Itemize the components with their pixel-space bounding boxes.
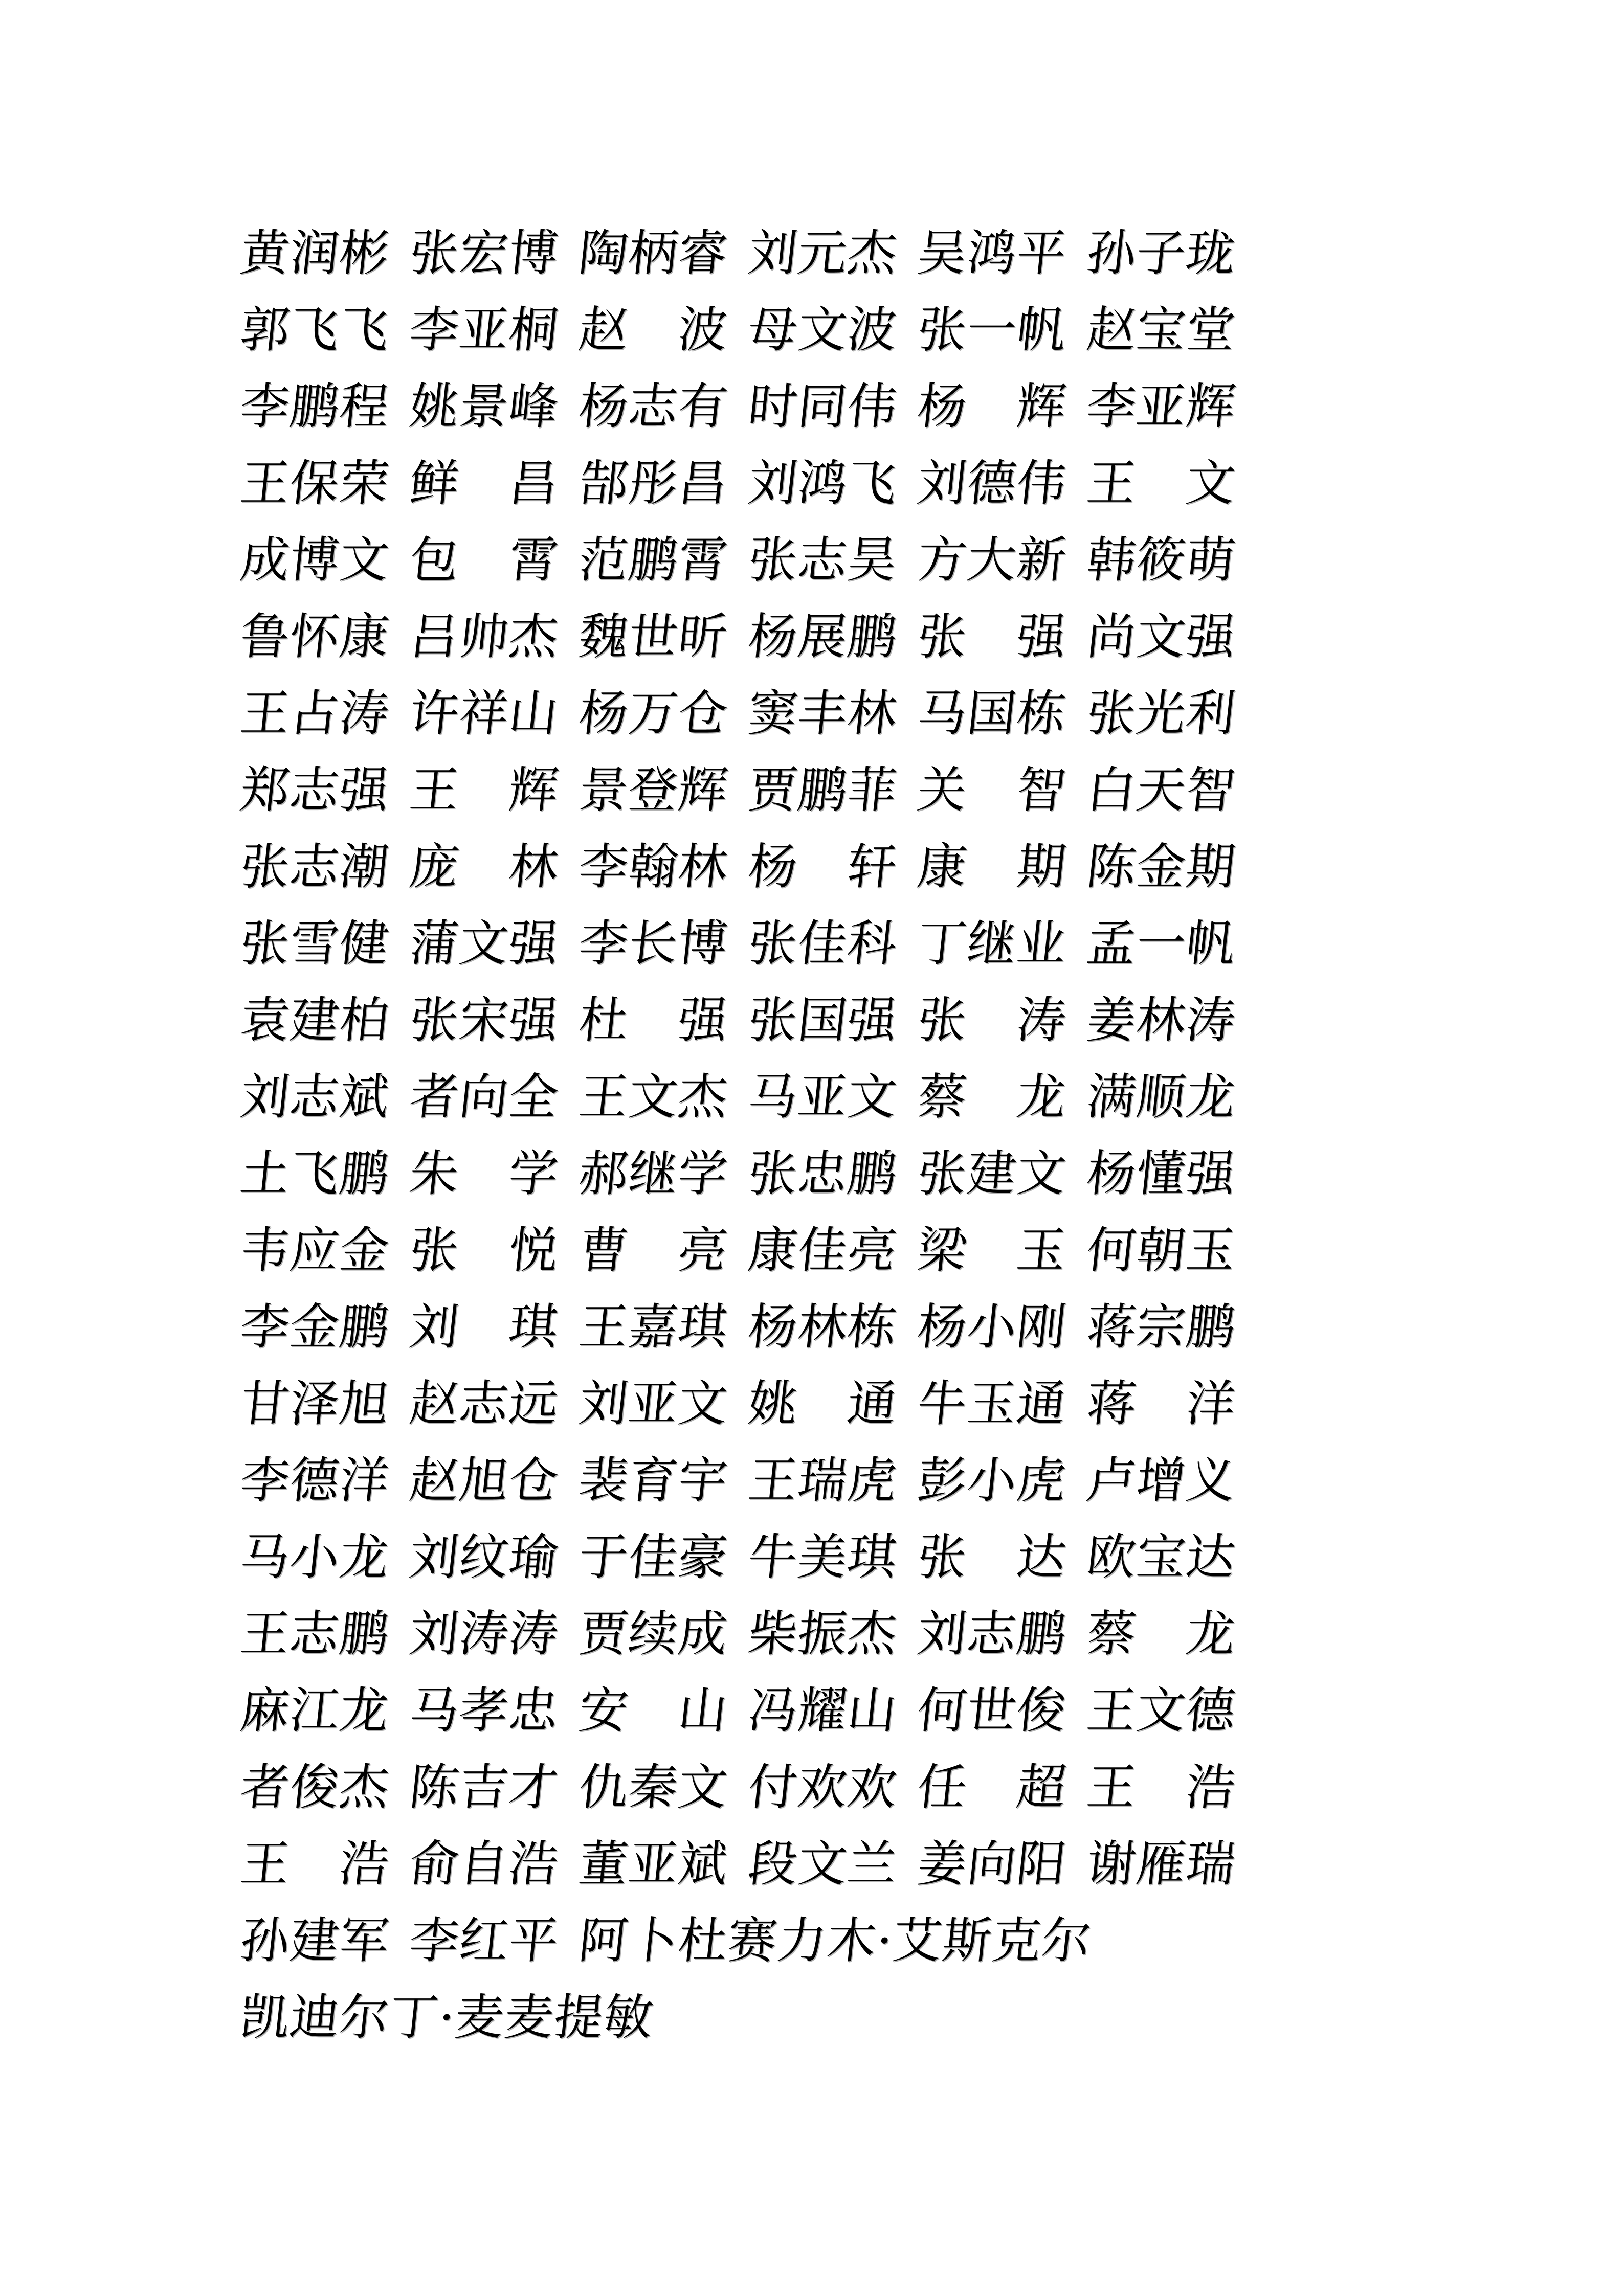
name-cell: 王 浩 [237, 1835, 392, 1893]
name-cell: 朱 学 [407, 1145, 562, 1202]
name-cell: 郜彤昌 [576, 455, 731, 512]
name-row [237, 598, 1563, 675]
name-cell: 王占涛 [237, 685, 392, 742]
name-cell: 王 辉 [407, 761, 562, 819]
name-cell: 刘亚文 [576, 1375, 731, 1432]
name-cell: 刘鸿飞 [745, 455, 900, 512]
name-cell: 成博文 [237, 531, 392, 589]
name-cell: 张宏博 [407, 224, 562, 282]
name-cell: 丁继业 [915, 915, 1070, 972]
name-cell: 杨懂强 [1084, 1145, 1239, 1202]
name-cell: 于佳豪 [576, 1528, 731, 1586]
name-cell: 姚 通 [745, 1375, 900, 1432]
name-cell: 陈吉才 [407, 1759, 562, 1816]
name-row [237, 1902, 1563, 1979]
name-cell: 杨 辉 [915, 378, 1070, 435]
name-cell: 张 达 [915, 1528, 1070, 1586]
name-cell: 付欢欢 [745, 1759, 900, 1816]
name-cell: 卢增义 [1084, 1452, 1239, 1509]
name-cell: 李长博 [576, 915, 731, 972]
name-row [237, 1135, 1563, 1212]
name-cell: 刘涛涛 [407, 1605, 562, 1662]
name-cell: 孙子珑 [1084, 224, 1239, 282]
name-cell: 者向全 [407, 1068, 562, 1126]
name-cell: 刘志斌 [237, 1068, 392, 1126]
name-cell: 李金鹏 [237, 1298, 392, 1356]
name-row [237, 675, 1563, 752]
name-cell: 白天智 [1084, 761, 1239, 819]
name-row [237, 752, 1563, 828]
name-row [237, 1289, 1563, 1365]
name-cell: 赵旭仓 [407, 1452, 562, 1509]
name-cell: 俞自浩 [407, 1835, 562, 1893]
name-cell: 尚文强 [1084, 608, 1239, 665]
name-cell: 陶柄睿 [576, 224, 731, 282]
name-cell: 段文兰 [745, 1835, 900, 1893]
name-cell: 蔡 龙 [1084, 1605, 1239, 1662]
name-cell: 凯迪尔丁·麦麦提敏 [237, 1989, 657, 2046]
name-cell: 康佳亮 [745, 1222, 900, 1279]
name-cell: 郝继学 [576, 1145, 731, 1202]
name-cell: 张 强 [915, 608, 1070, 665]
name-cell: 赵 波 [576, 301, 731, 358]
name-cell: 王文德 [1084, 1682, 1239, 1739]
name-cell: 康 期 [915, 838, 1070, 895]
name-cell: 杨 轩 [745, 838, 900, 895]
name-cell: 张志潮 [237, 838, 392, 895]
name-cell: 姜向阳 [915, 1835, 1070, 1893]
name-cell: 杨万仓 [576, 685, 731, 742]
name-cell: 牛美琪 [745, 1528, 900, 1586]
name-cell: 贾续成 [576, 1605, 731, 1662]
name-cell: 谢雁瑞 [1084, 1835, 1239, 1893]
name-cell: 刘元杰 [745, 224, 900, 282]
name-cell: 张光利 [1084, 685, 1239, 742]
name-cell: 王保荣 [237, 455, 392, 512]
name-cell: 时同伟 [745, 378, 900, 435]
name-cell: 马国栋 [915, 685, 1070, 742]
name-cell: 魏世昕 [576, 608, 731, 665]
name-cell: 甘泽旭 [237, 1375, 392, 1432]
name-cell: 张雪健 [237, 915, 392, 972]
name-cell: 王文杰 [576, 1068, 731, 1126]
name-cell: 张 涛 [915, 992, 1070, 1049]
name-row [237, 1826, 1563, 1902]
name-cell: 贾鹏菲 [745, 761, 900, 819]
name-cell: 韩筱萌 [1084, 531, 1239, 589]
name-cell: 李亚桐 [407, 301, 562, 358]
name-cell: 关 智 [915, 761, 1070, 819]
name-cell: 张志昊 [745, 531, 900, 589]
name-cell: 李鹏程 [237, 378, 392, 435]
name-row [237, 905, 1563, 982]
name-cell: 张 悦 [407, 1222, 562, 1279]
name-cell: 张佳科 [745, 915, 900, 972]
name-cell: 赵宝堂 [1084, 301, 1239, 358]
name-row [237, 982, 1563, 1059]
name-cell: 袁建柏 [237, 992, 392, 1049]
name-cell: 韦应金 [237, 1222, 392, 1279]
name-cell: 庞 林 [407, 838, 562, 895]
name-cell: 王瑞虎 [745, 1452, 900, 1509]
name-cell: 张一帆 [915, 301, 1070, 358]
name-cell: 包 霄 [407, 531, 562, 589]
name-cell: 王志鹏 [237, 1605, 392, 1662]
name-cell: 孟一帆 [1084, 915, 1239, 972]
name-cell: 张建文 [915, 1145, 1070, 1202]
name-cell: 母文波 [745, 301, 900, 358]
name-cell: 吴鸿平 [915, 224, 1070, 282]
name-cell: 马小龙 [237, 1528, 392, 1586]
name-cell: 范鹏霄 [576, 531, 731, 589]
name-cell: 马孝忠 [407, 1682, 562, 1739]
name-cell: 鲜 昌 [407, 455, 562, 512]
name-cell: 蔡 龙 [915, 1068, 1070, 1126]
name-cell: 方大新 [915, 531, 1070, 589]
name-cell: 张忠鹏 [745, 1145, 900, 1202]
name-row [237, 1212, 1563, 1289]
name-cell: 杨展鹏 [745, 608, 900, 665]
name-cell: 许祥山 [407, 685, 562, 742]
name-cell: 梁 玉 [915, 1222, 1070, 1279]
name-cell: 张国强 [745, 992, 900, 1049]
name-cell: 马亚文 [745, 1068, 900, 1126]
name-row [237, 368, 1563, 445]
name-cell: 蒲文强 [407, 915, 562, 972]
name-row [237, 1365, 1563, 1442]
name-cell: 杜 强 [576, 992, 731, 1049]
name-row [237, 828, 1563, 905]
name-cell: 杨志有 [576, 378, 731, 435]
name-cell: 李翰林 [576, 838, 731, 895]
name-cell: 何朝玉 [1084, 1222, 1239, 1279]
name-cell: 杨小刚 [915, 1298, 1070, 1356]
name-cell: 仇秦文 [576, 1759, 731, 1816]
name-cell: 刘纹瑜 [407, 1528, 562, 1586]
name-row [237, 1059, 1563, 1135]
name-cell: 土飞鹏 [237, 1145, 392, 1202]
name-cell: 安 山 [576, 1682, 731, 1739]
name-cell: 蒋宗鹏 [1084, 1298, 1239, 1356]
name-cell: 刘志鹏 [915, 1605, 1070, 1662]
name-cell: 刘 琪 [407, 1298, 562, 1356]
name-cell: 窦丰林 [745, 685, 900, 742]
name-cell: 冯耀山 [745, 1682, 900, 1739]
name-cell: 刘德伟 [915, 455, 1070, 512]
name-cell: 麻江龙 [237, 1682, 392, 1739]
name-cell: 吕帅杰 [407, 608, 562, 665]
name-cell: 任 超 [915, 1759, 1070, 1816]
name-cell: 何世俊 [915, 1682, 1070, 1739]
name-cell: 蒋 洋 [1084, 1375, 1239, 1432]
name-cell: 孙建军 [237, 1912, 392, 1969]
name-cell: 陈金期 [1084, 838, 1239, 895]
name-cell: 景登辉 [576, 761, 731, 819]
name-row [237, 522, 1563, 598]
name-cell: 柴振杰 [745, 1605, 900, 1662]
name-cell: 王 浩 [1084, 1759, 1239, 1816]
name-row [237, 1442, 1563, 1519]
name-cell: 黄润彬 [237, 224, 392, 282]
name-cell: 张宋强 [407, 992, 562, 1049]
name-cell: 王 文 [1084, 455, 1239, 512]
name-cell: 郭飞飞 [237, 301, 392, 358]
name-cell: 满顺龙 [1084, 1068, 1239, 1126]
name-cell: 李德洋 [237, 1452, 392, 1509]
name-cell: 董亚斌 [576, 1835, 731, 1893]
name-row [237, 1979, 1563, 2056]
name-cell: 李亚辉 [1084, 378, 1239, 435]
name-cell: 阿卜杜赛力木·艾斯克尔 [576, 1912, 1095, 1969]
name-cell: 鲁怀康 [237, 608, 392, 665]
name-cell: 姜林涛 [1084, 992, 1239, 1049]
name-cell: 郑志强 [237, 761, 392, 819]
name-row [237, 1672, 1563, 1749]
name-cell: 裴育宇 [576, 1452, 731, 1509]
name-cell: 赵志远 [407, 1375, 562, 1432]
name-row [237, 215, 1563, 291]
name-row [237, 1595, 1563, 1672]
name-cell: 姚景峰 [407, 378, 562, 435]
name-row [237, 1519, 1563, 1595]
name-cell: 牛玉通 [915, 1375, 1070, 1432]
name-cell: 彭小虎 [915, 1452, 1070, 1509]
name-row [237, 1749, 1563, 1826]
name-row [237, 291, 1563, 368]
name-cell: 曹 亮 [576, 1222, 731, 1279]
name-cell: 者俊杰 [237, 1759, 392, 1816]
name-cell: 李红平 [407, 1912, 562, 1969]
name-cell: 欧宝达 [1084, 1528, 1239, 1586]
name-cell: 王嘉琪 [576, 1298, 731, 1356]
name-cell: 杨林栋 [745, 1298, 900, 1356]
name-row [237, 445, 1563, 522]
name-list [237, 215, 1563, 2056]
